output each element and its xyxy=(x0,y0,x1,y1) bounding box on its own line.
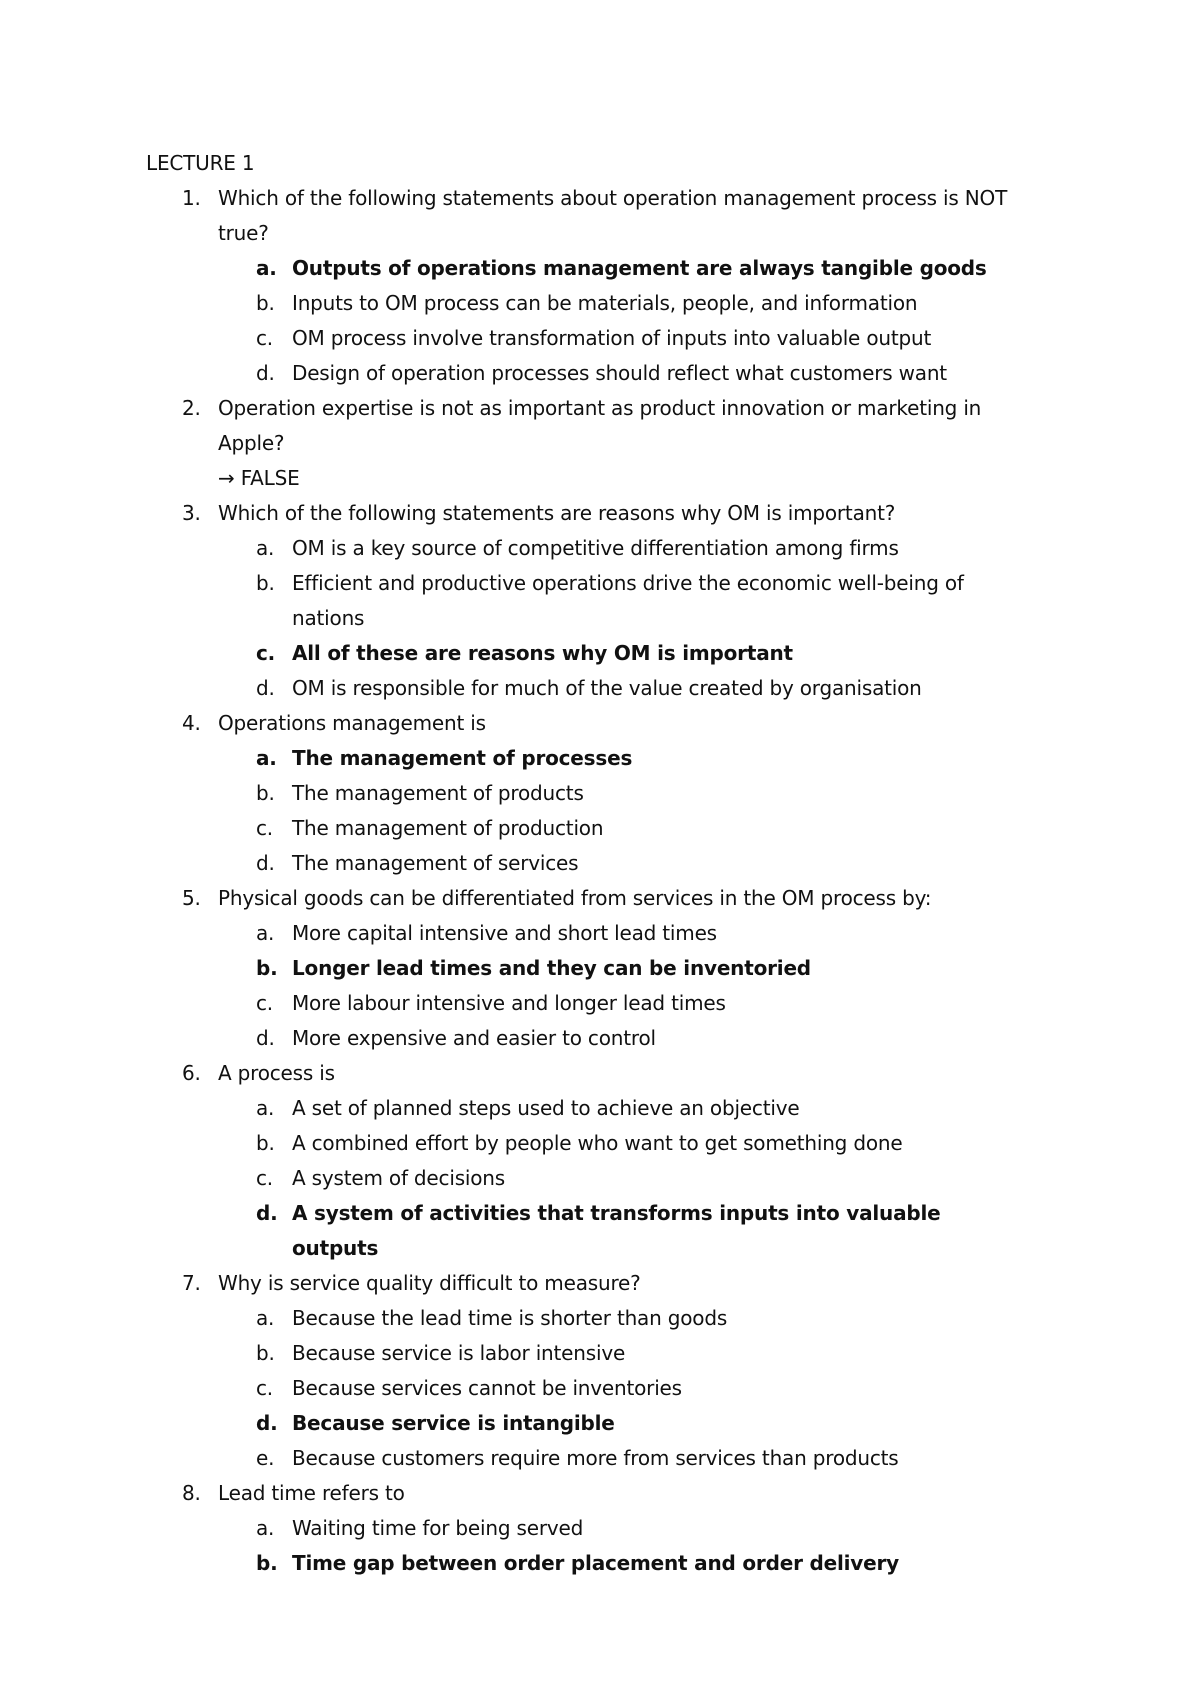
option-item-correct xyxy=(146,741,1046,776)
question-line xyxy=(146,1476,1046,1511)
question-number: 4. xyxy=(182,711,201,735)
option-text: Time gap between order placement and order delivery xyxy=(292,1551,899,1575)
option-text: OM is a key source of competitive differentiation among firms xyxy=(292,536,899,560)
question-item xyxy=(146,1056,1046,1266)
option-letter: c. xyxy=(256,816,273,840)
question-item xyxy=(146,881,1046,1056)
question-text: A process is xyxy=(218,1061,335,1085)
question-item xyxy=(146,1266,1046,1476)
option-list xyxy=(146,1091,1046,1266)
option-letter: c. xyxy=(256,1166,273,1190)
option-letter: c. xyxy=(256,991,273,1015)
question-text: Lead time refers to xyxy=(218,1481,405,1505)
option-item xyxy=(146,566,1046,636)
option-text: The management of production xyxy=(292,816,604,840)
question-item xyxy=(146,496,1046,706)
answer-text: → FALSE xyxy=(218,466,300,490)
question-line xyxy=(146,1056,1046,1091)
option-letter: a. xyxy=(256,921,275,945)
option-item xyxy=(146,1161,1046,1196)
option-item xyxy=(146,286,1046,321)
option-letter: c. xyxy=(256,326,273,350)
option-letter: b. xyxy=(256,1551,278,1575)
option-letter: a. xyxy=(256,256,277,280)
option-text: The management of services xyxy=(292,851,579,875)
question-line xyxy=(146,181,1046,251)
option-text: Efficient and productive operations drive the economic well-being of nations xyxy=(292,571,964,630)
option-text: More capital intensive and short lead times xyxy=(292,921,717,945)
option-letter: c. xyxy=(256,1376,273,1400)
question-text: Which of the following statements about operation management process is NOT true? xyxy=(218,186,1008,245)
option-letter: d. xyxy=(256,1026,275,1050)
document-body xyxy=(146,146,1046,1581)
option-text: Because services cannot be inventories xyxy=(292,1376,682,1400)
option-text: Because service is labor intensive xyxy=(292,1341,626,1365)
question-item xyxy=(146,706,1046,881)
option-list xyxy=(146,1301,1046,1476)
option-item xyxy=(146,1371,1046,1406)
question-line xyxy=(146,391,1046,461)
question-list xyxy=(146,181,1046,1581)
option-item xyxy=(146,1511,1046,1546)
option-letter: d. xyxy=(256,1201,278,1225)
option-letter: c. xyxy=(256,641,276,665)
option-item xyxy=(146,1126,1046,1161)
option-text: Waiting time for being served xyxy=(292,1516,584,1540)
option-item xyxy=(146,1021,1046,1056)
question-number: 5. xyxy=(182,886,201,910)
question-number: 6. xyxy=(182,1061,201,1085)
option-letter: a. xyxy=(256,536,275,560)
question-item xyxy=(146,181,1046,391)
option-text: A system of activities that transforms inputs into valuable outputs xyxy=(292,1201,941,1260)
option-list xyxy=(146,916,1046,1056)
option-item xyxy=(146,321,1046,356)
lecture-heading: LECTURE 1 xyxy=(146,151,255,175)
option-letter: b. xyxy=(256,1131,275,1155)
question-number: 8. xyxy=(182,1481,201,1505)
option-item xyxy=(146,531,1046,566)
option-text: More labour intensive and longer lead times xyxy=(292,991,726,1015)
option-text: A system of decisions xyxy=(292,1166,505,1190)
option-item xyxy=(146,1336,1046,1371)
option-text: The management of processes xyxy=(292,746,633,770)
question-line xyxy=(146,496,1046,531)
question-number: 2. xyxy=(182,396,201,420)
option-text: The management of products xyxy=(292,781,584,805)
option-item-correct xyxy=(146,1546,1046,1581)
option-item xyxy=(146,986,1046,1021)
question-number: 7. xyxy=(182,1271,201,1295)
question-line xyxy=(146,881,1046,916)
option-item xyxy=(146,671,1046,706)
option-list xyxy=(146,531,1046,706)
question-item xyxy=(146,391,1046,496)
question-text: Operations management is xyxy=(218,711,486,735)
option-letter: a. xyxy=(256,1516,275,1540)
option-letter: b. xyxy=(256,1341,275,1365)
option-letter: a. xyxy=(256,1096,275,1120)
option-letter: a. xyxy=(256,746,277,770)
option-letter: e. xyxy=(256,1446,275,1470)
option-item xyxy=(146,1301,1046,1336)
option-item-correct xyxy=(146,251,1046,286)
option-letter: d. xyxy=(256,851,275,875)
option-text: Because the lead time is shorter than goods xyxy=(292,1306,728,1330)
option-text: A combined effort by people who want to get something done xyxy=(292,1131,903,1155)
option-text: Inputs to OM process can be materials, people, and information xyxy=(292,291,918,315)
option-item-correct xyxy=(146,636,1046,671)
question-number: 1. xyxy=(182,186,201,210)
option-letter: d. xyxy=(256,361,275,385)
option-text: Because customers require more from services than products xyxy=(292,1446,899,1470)
option-text: More expensive and easier to control xyxy=(292,1026,656,1050)
option-item xyxy=(146,811,1046,846)
question-line xyxy=(146,1266,1046,1301)
question-text: Operation expertise is not as important as product innovation or marketing in Apple? xyxy=(218,396,982,455)
option-text: Design of operation processes should reflect what customers want xyxy=(292,361,947,385)
option-letter: b. xyxy=(256,571,275,595)
option-letter: b. xyxy=(256,956,278,980)
option-item xyxy=(146,1091,1046,1126)
question-text: Physical goods can be differentiated from services in the OM process by: xyxy=(218,886,932,910)
option-text: OM is responsible for much of the value created by organisation xyxy=(292,676,922,700)
option-letter: a. xyxy=(256,1306,275,1330)
option-text: Longer lead times and they can be inventoried xyxy=(292,956,811,980)
question-number: 3. xyxy=(182,501,201,525)
option-item xyxy=(146,916,1046,951)
question-text: Why is service quality difficult to measure? xyxy=(218,1271,641,1295)
option-letter: b. xyxy=(256,291,275,315)
option-item-correct xyxy=(146,951,1046,986)
option-item xyxy=(146,776,1046,811)
option-text: Outputs of operations management are always tangible goods xyxy=(292,256,987,280)
option-list xyxy=(146,741,1046,881)
option-item xyxy=(146,846,1046,881)
question-line xyxy=(146,706,1046,741)
option-item-correct xyxy=(146,1196,1046,1266)
option-text: A set of planned steps used to achieve an objective xyxy=(292,1096,800,1120)
option-item xyxy=(146,356,1046,391)
option-letter: b. xyxy=(256,781,275,805)
option-letter: d. xyxy=(256,1411,278,1435)
option-list xyxy=(146,1511,1046,1581)
option-item-correct xyxy=(146,1406,1046,1441)
option-item xyxy=(146,1441,1046,1476)
option-letter: d. xyxy=(256,676,275,700)
question-text: Which of the following statements are reasons why OM is important? xyxy=(218,501,896,525)
option-text: OM process involve transformation of inputs into valuable output xyxy=(292,326,932,350)
option-text: Because service is intangible xyxy=(292,1411,615,1435)
option-list xyxy=(146,251,1046,391)
question-item xyxy=(146,1476,1046,1581)
option-text: All of these are reasons why OM is important xyxy=(292,641,793,665)
